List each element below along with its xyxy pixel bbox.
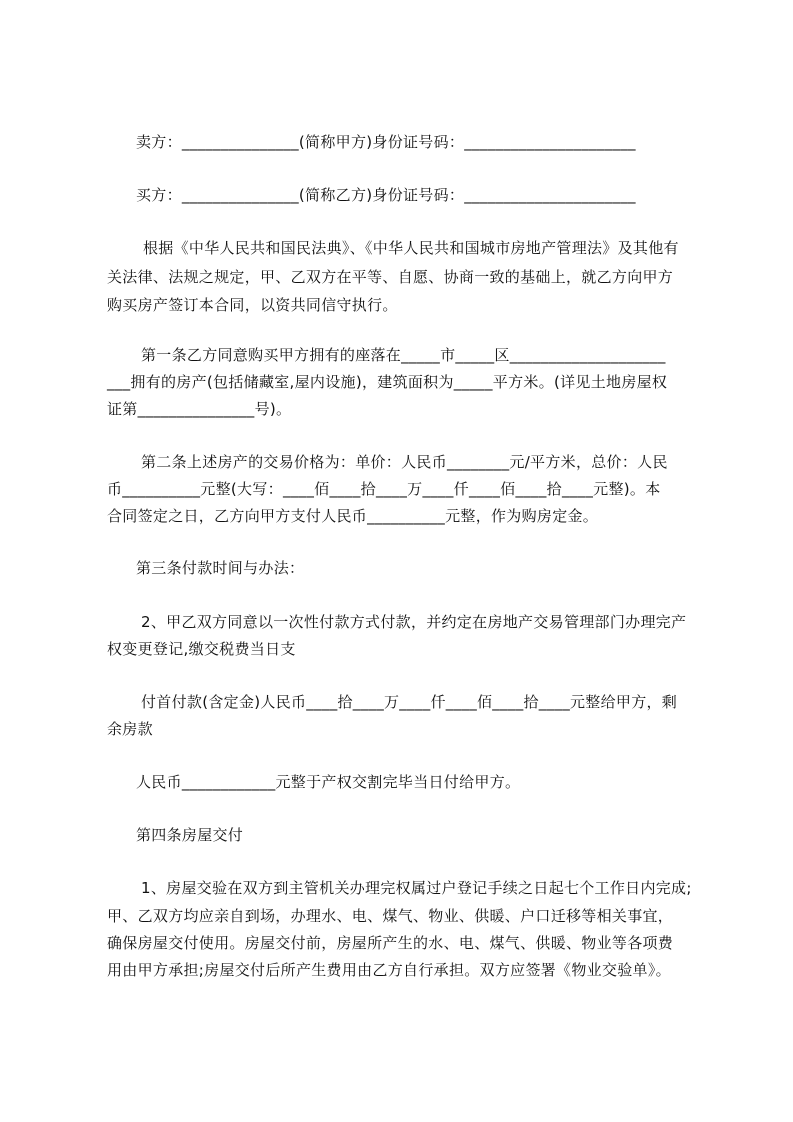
- article-3-item-2-line-2: 权变更登记,缴交税费当日支: [107, 640, 296, 658]
- article-4-item-1-line-1: 1、房屋交验在双方到主管机关办理完权属过户登记手续之日起七个工作日内完成;: [141, 879, 692, 897]
- article-4-heading: 第四条房屋交付: [136, 826, 244, 844]
- article-2-line-2: 币__________元整(大写：____佰____拾____万____仟____佰____拾____元整)。本: [107, 480, 661, 498]
- article-3-heading: 第三条付款时间与办法：: [136, 559, 305, 577]
- article-4-item-1-line-4: 用由甲方承担;房屋交付后所产生费用由乙方自行承担。双方应签署《物业交验单》。: [107, 961, 671, 979]
- preamble-line-2: 关法律、法规之规定，甲、乙双方在平等、自愿、协商一致的基础上，就乙方向甲方: [107, 268, 674, 286]
- seller-line: 卖方：_______________(简称甲方)身份证号码：______________________: [136, 133, 636, 151]
- article-3-item-2-line-1: 2、甲乙双方同意以一次性付款方式付款，并约定在房地产交易管理部门办理完产: [141, 613, 687, 631]
- down-payment-line-2: 余房款: [107, 720, 153, 738]
- balance-payment-line: 人民币____________元整于产权交割完毕当日付给甲方。: [136, 773, 521, 791]
- article-1-line-2: ___拥有的房产(包括储藏室,屋内设施)，建筑面积为_____平方米。(详见土地房屋权: [107, 373, 668, 391]
- article-1-line-3: 证第_______________号)。: [107, 400, 292, 418]
- down-payment-line-1: 付首付款(含定金)人民币____拾____万____仟____佰____拾____元整给甲方，剩: [141, 693, 678, 711]
- article-4-item-1-line-2: 甲、乙双方均应亲自到场，办理水、电、煤气、物业、供暖、户口迁移等相关事宜，: [107, 907, 674, 925]
- preamble-line-3: 购买房产签订本合同，以资共同信守执行。: [107, 296, 398, 314]
- article-2-line-3: 合同签定之日，乙方向甲方支付人民币__________元整，作为购房定金。: [107, 507, 599, 525]
- preamble-line-1: 根据《中华人民共和国民法典》、《中华人民共和国城市房地产管理法》及其他有: [143, 239, 679, 257]
- buyer-line: 买方：_______________(简称乙方)身份证号码：______________________: [136, 186, 636, 204]
- article-4-item-1-line-3: 确保房屋交付使用。房屋交付前，房屋所产生的水、电、煤气、供暖、物业等各项费: [107, 934, 674, 952]
- article-2-line-1: 第二条上述房产的交易价格为：单价：人民币________元/平方米，总价：人民: [141, 453, 668, 471]
- article-1-line-1: 第一条乙方同意购买甲方拥有的座落在_____市_____区____________________: [141, 346, 666, 364]
